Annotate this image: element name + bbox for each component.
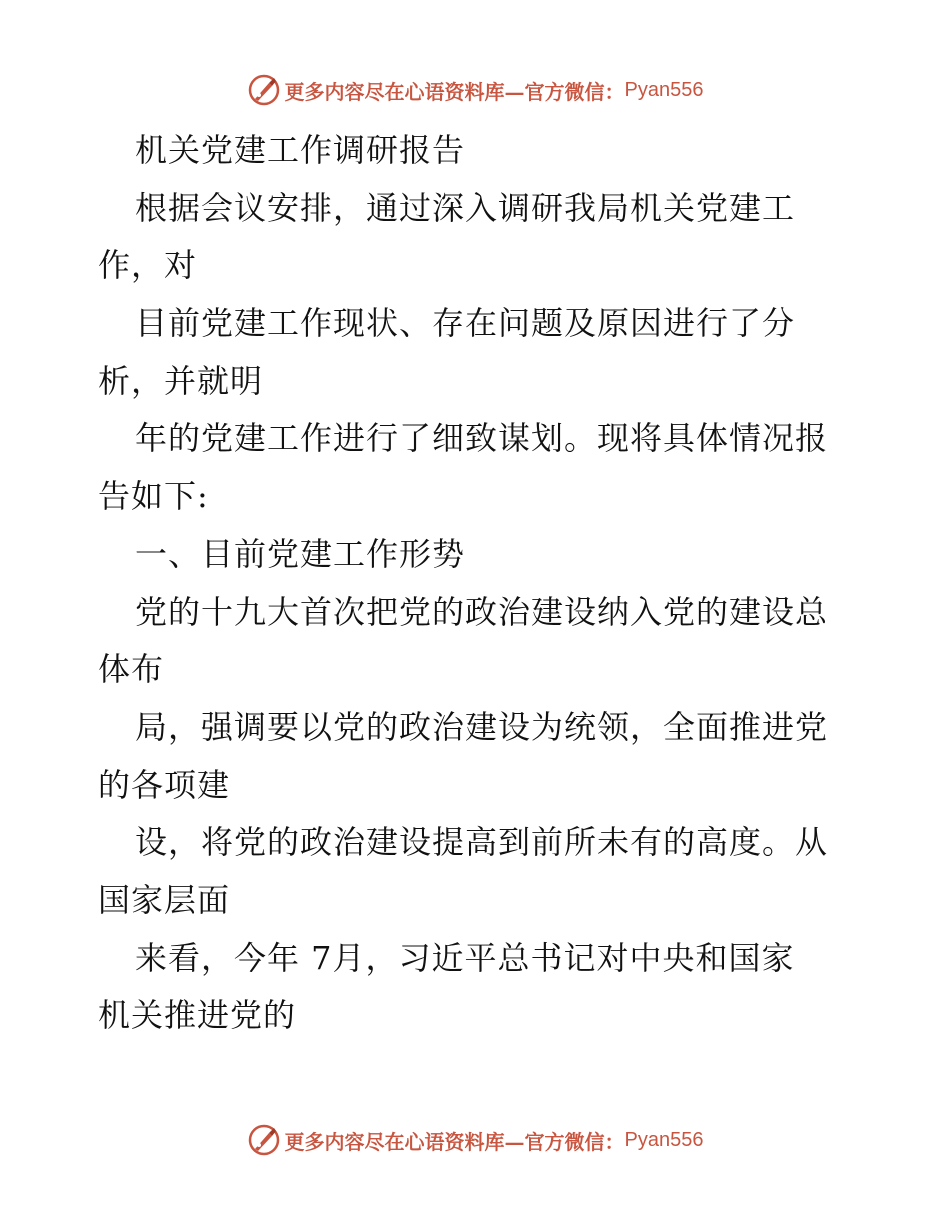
banner-text: 更多内容尽在心语资料库—官方微信： (284, 1129, 625, 1154)
banner-text: 更多内容尽在心语资料库—官方微信： (284, 79, 625, 104)
document-title: 机关党建工作调研报告 (135, 131, 466, 169)
paragraph-line: 根据会议安排，通过深入调研我局机关党建工 (135, 188, 796, 227)
paragraph-line: 设，将党的政治建设提高到前所未有的高度。从 (135, 823, 829, 862)
paragraph-line: 年的党建工作进行了细致谋划。现将具体情况报 (135, 419, 829, 458)
paragraph-line: 目前党建工作现状、存在问题及原因进行了分 (135, 304, 796, 343)
section-heading: 一、目前党建工作形势 (135, 534, 466, 573)
paragraph-line: 体布 (98, 650, 165, 689)
paragraph-line: 析，并就明 (98, 361, 264, 400)
paragraph-line: 机关推进党的 (98, 996, 297, 1035)
paragraph-line: 党的十九大首次把党的政治建设纳入党的建设总 (135, 592, 829, 631)
pen-logo-icon (247, 73, 281, 107)
footer-watermark-banner (0, 1120, 950, 1160)
paragraph-line: 的各项建 (98, 765, 231, 804)
paragraph-line: 告如下: (98, 477, 209, 516)
paragraph-line: 国家层面 (98, 880, 231, 919)
paragraph-line: 来看，今年 7月，习近平总书记对中央和国家 (135, 938, 795, 977)
banner-wechat-id: Pyan556 (624, 1128, 704, 1151)
pen-logo-icon (247, 1123, 281, 1157)
header-watermark-banner (0, 70, 950, 110)
document-body (98, 122, 858, 1045)
banner-wechat-id: Pyan556 (624, 78, 704, 101)
paragraph-line: 局，强调要以党的政治建设为统领，全面推进党 (135, 707, 829, 746)
paragraph-line: 作，对 (98, 246, 198, 285)
